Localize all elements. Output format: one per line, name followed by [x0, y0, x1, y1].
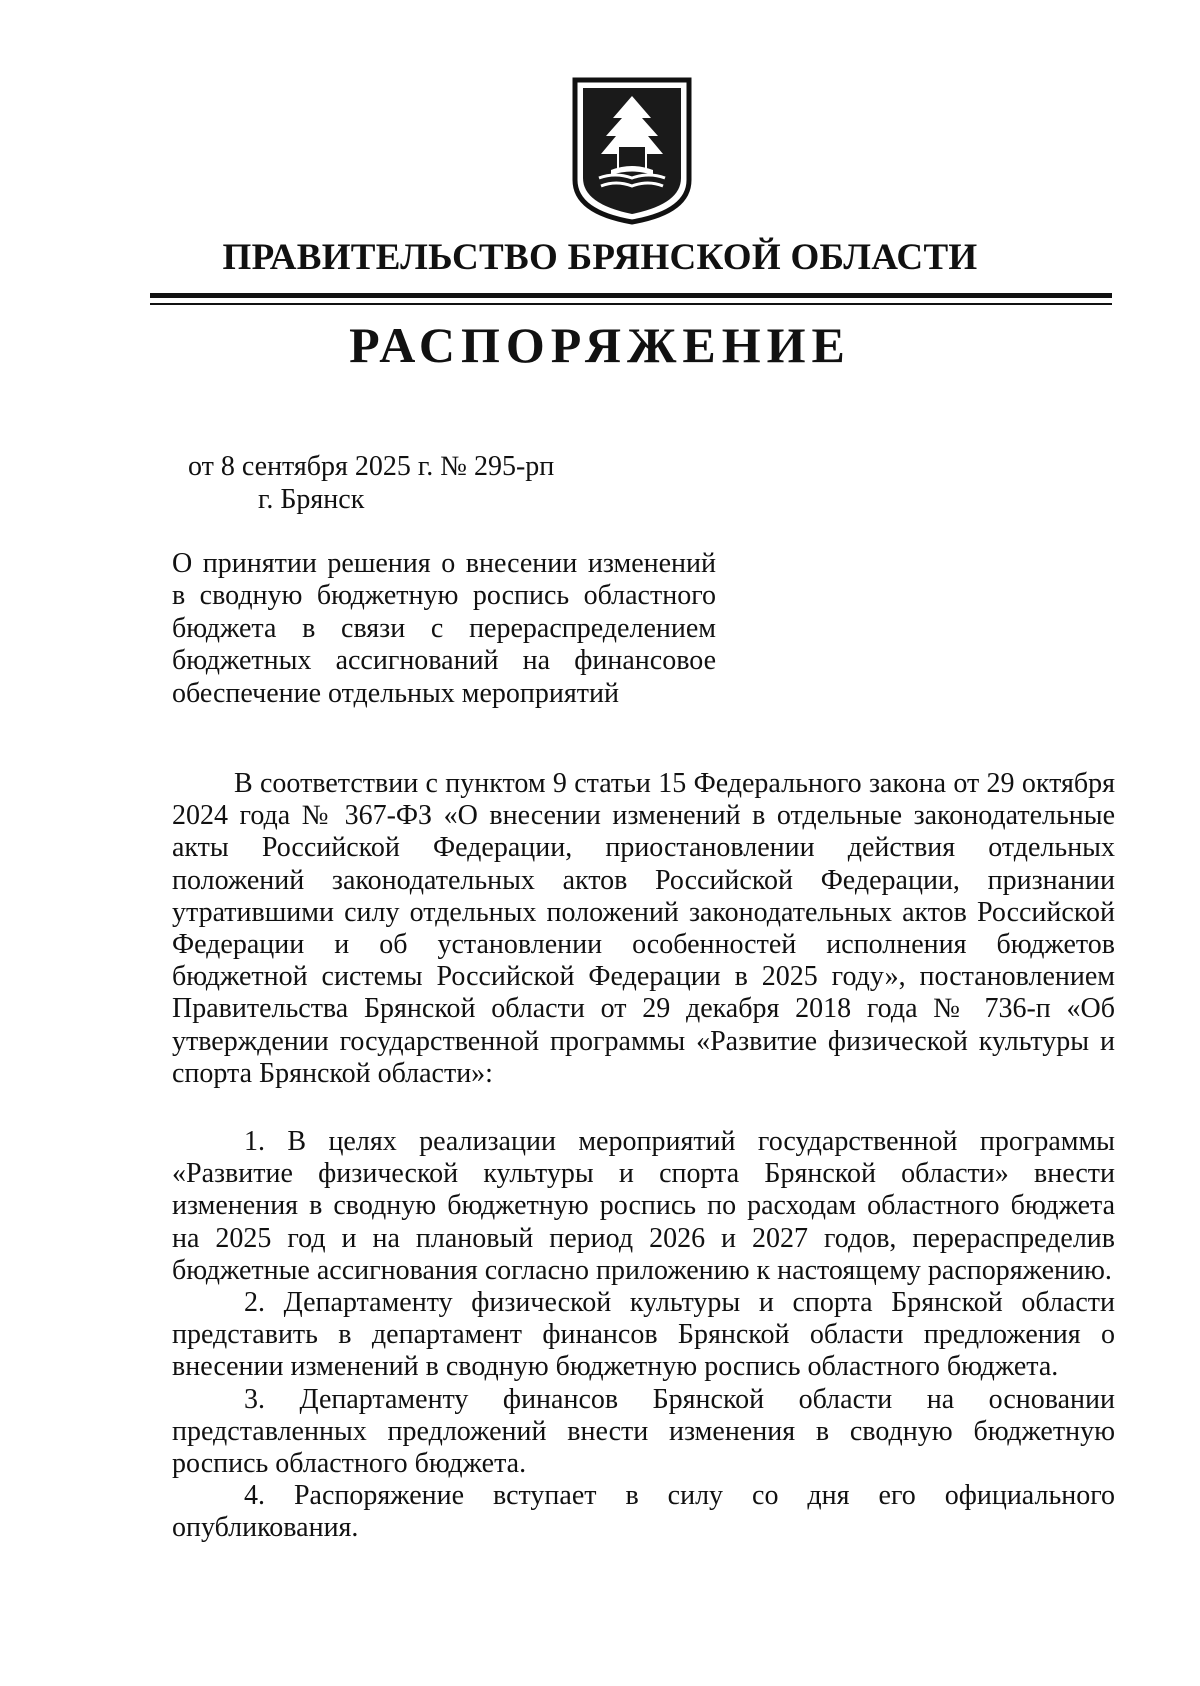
clause-4: 4. Распоряжение вступает в силу со дня его официального опубликования. [172, 1480, 1115, 1544]
document-subject: О принятии решения о внесении изменений в сводную бюджетную роспись областного бюджета в связи с перераспределением бюджетных ассигнований на финансовое обеспечение отдельных мероприятий [172, 548, 716, 709]
document-body [172, 768, 1115, 1545]
coat-of-arms-icon [571, 76, 693, 226]
clause-2: 2. Департаменту физической культуры и спорта Брянской области представить в департамент финансов Брянской области предложения о внесении изменений в сводную бюджетную роспись областного бюджета. [172, 1287, 1115, 1383]
government-title: ПРАВИТЕЛЬСТВО БРЯНСКОЙ ОБЛАСТИ [222, 237, 978, 278]
date-number-line: от 8 сентября 2025 г. № 295-рп [188, 451, 555, 482]
clause-3: 3. Департаменту финансов Брянской области на основании представленных предложений внести изменения в сводную бюджетную роспись областного бюджета. [172, 1383, 1115, 1480]
document-type-title: РАСПОРЯЖЕНИЕ [349, 317, 851, 373]
city-line: г. Брянск [258, 484, 365, 515]
clause-1: 1. В целях реализации мероприятий государственной программы «Развитие физической культуры и спорта Брянской области» внести изменения в сводную бюджетную роспись по расходам областного бюджета на 2025 год и на плановый период 2026 и 2027 годов, перераспределив бюджетные ассигнования согласно приложению к настоящему распоряжению. [172, 1126, 1115, 1286]
preamble-paragraph: В соответствии с пунктом 9 статьи 15 Федерального закона от 29 октября 2024 года № 367-ФЗ «О внесении изменений в отдельные законодательные акты Российской Федерации, приостановлении действия отдельных положений законодательных актов Российской Федерации, признании утратившими силу отдельных положений законодательных актов Российской Федерации и об установлении особенностей исполнения бюджетов бюджетной системы Российской Федерации в 2025 году», постановлением Правительства Брянской области от 29 декабря 2018 года № 736-п «Об утверждении государственной программы «Развитие физической культуры и спорта Брянской области»: [172, 768, 1115, 1089]
header-divider-thin [150, 303, 1112, 305]
header-divider-thick [150, 293, 1112, 298]
